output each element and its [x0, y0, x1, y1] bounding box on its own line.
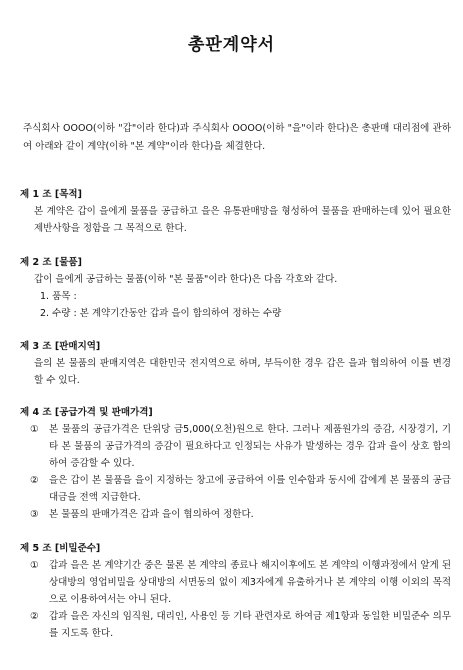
item-marker: ③: [30, 509, 39, 520]
list-item: [20, 472, 451, 506]
article-heading: 제 5 조 [비밀준수]: [20, 543, 101, 554]
item-marker: ①: [30, 424, 39, 435]
list-item: 2. 수량 : 본 계약기간동안 갑과 을이 합의하여 정하는 수량: [40, 308, 282, 319]
item-marker: ②: [30, 475, 39, 486]
item-text: 을은 갑이 본 물품을 을이 지정하는 창고에 공급하여 이를 인수함과 동시에 갑에게 본 물품의 공급대금을 전액 지급한다.: [49, 475, 451, 503]
item-marker: ①: [30, 560, 39, 571]
item-text: 갑과 을은 자신의 임직원, 대리인, 사용인 등 기타 관련자로 하여금 제1항과 동일한 비밀준수 의무를 지도록 한다.: [49, 611, 451, 639]
article-4: [20, 404, 451, 523]
article-body: 갑이 을에게 공급하는 물품(이하 "본 물품"이라 한다)은 다음 각호와 같다.: [34, 274, 338, 285]
article-heading: 제 3 조 [판매지역]: [20, 341, 101, 352]
document-title: 총판계약서: [187, 35, 276, 55]
article-heading: 제 1 조 [목적]: [20, 189, 82, 200]
list-item: [20, 506, 451, 523]
article-body: 을의 본 물품의 판매지역은 대한민국 전지역으로 하며, 부득이한 경우 갑은 을과 협의하여 이를 변경할 수 있다.: [34, 358, 451, 386]
item-text: 본 물품의 공급가격은 단위당 금5,000(오천)원으로 한다. 그러나 제품원가의 증감, 시장경기, 기타 본 물품의 공급가격의 증감이 필요하다고 인정되는 사유가 발생하는 경우 갑과 을이 상호 합의하여 증감할 수 있다.: [49, 424, 451, 469]
article-heading: 제 4 조 [공급가격 및 판매가격]: [20, 407, 153, 418]
list-item: [20, 608, 451, 642]
item-text: 갑과 을은 본 계약기간 중은 물론 본 계약의 종료나 해지이후에도 본 계약의 이행과정에서 알게 된 상대방의 영업비밀을 상대방의 서면동의 없이 제3자에게 유출하거나 본 계약의 이행 이외의 목적으로 이용하여서는 아니 된다.: [49, 560, 451, 605]
list-item: [20, 557, 451, 608]
item-text: 본 물품의 판매가격은 갑과 을이 협의하여 정한다.: [49, 509, 254, 520]
article-body: 본 계약은 갑이 을에게 물품을 공급하고 을은 유통판매망을 형성하여 물품을 판매하는데 있어 필요한 제반사항을 정함을 그 목적으로 한다.: [34, 206, 451, 234]
list-item: [20, 421, 451, 472]
item-marker: ②: [30, 611, 39, 622]
article-5: [20, 540, 451, 642]
article-1: [20, 186, 451, 237]
article-3: [20, 338, 451, 389]
article-heading: 제 2 조 [물품]: [20, 257, 82, 268]
list-item: 1. 품목 :: [40, 291, 77, 302]
intro-paragraph: 주식회사 OOOO(이하 "갑"이라 한다)과 주식회사 OOOO(이하 "을"이라 한다)은 총판매 대리점에 관하여 아래와 같이 계약(이하 "본 계약"이라 한다)을 체결한다.: [23, 123, 451, 152]
article-2: [20, 254, 451, 322]
